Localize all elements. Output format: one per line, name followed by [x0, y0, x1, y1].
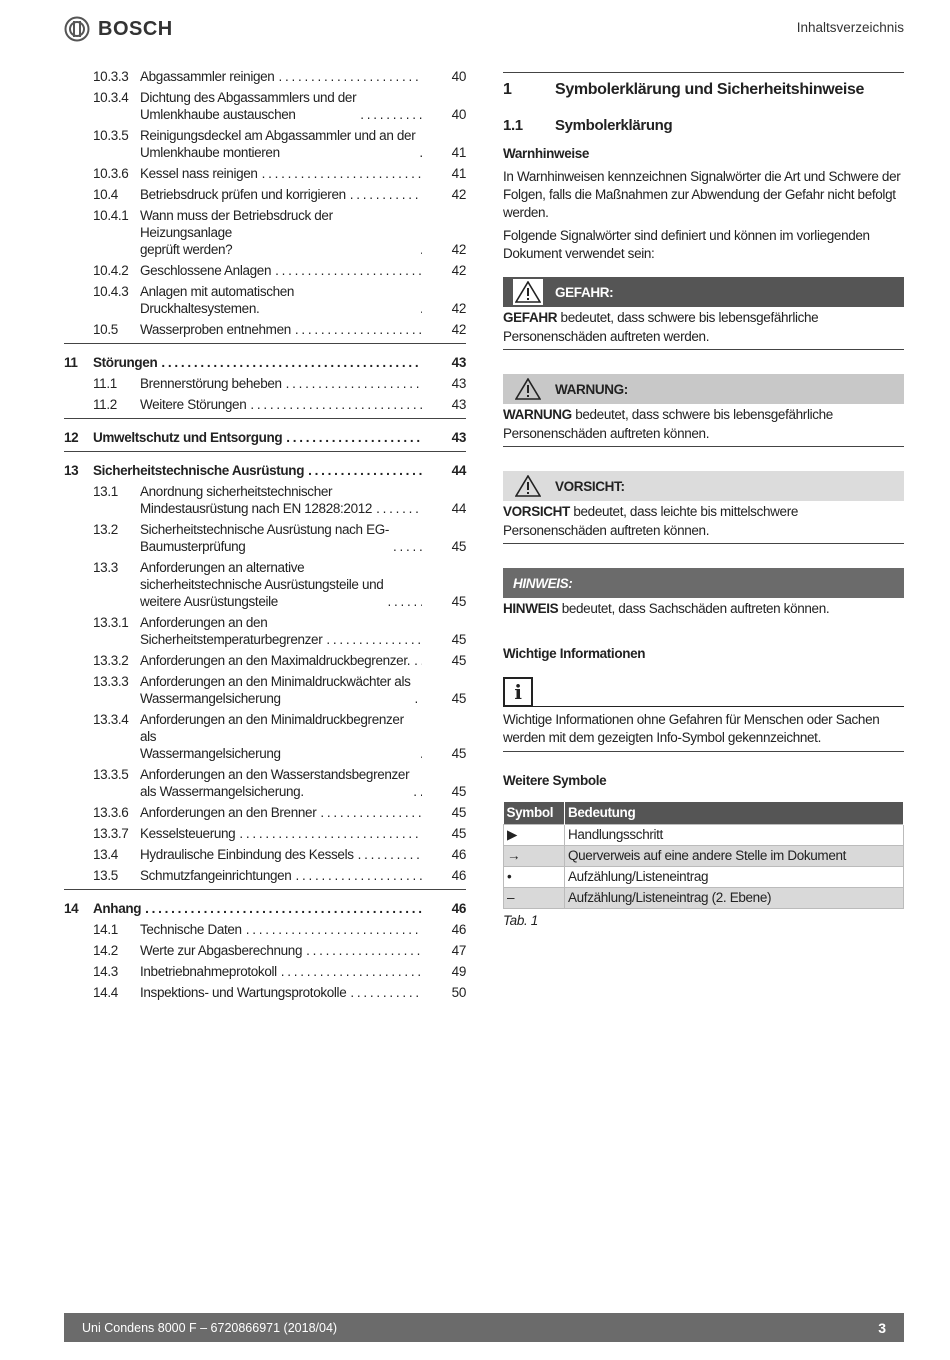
toc-page: 45 [451, 594, 466, 609]
toc-title-line: Werte zur Abgasberechnung [140, 943, 303, 958]
toc-page: 46 [451, 847, 466, 862]
toc-title: Umweltschutz und Entsorgung [93, 430, 283, 445]
toc-entry[interactable] [64, 87, 466, 125]
toc-number: 13.3.3 [93, 674, 129, 689]
toc-title-line: als Wassermangelsicherung. [140, 784, 304, 799]
symbol-cell: ▶ [504, 824, 565, 845]
toc-page: 42 [451, 322, 466, 337]
toc-page: 46 [451, 868, 466, 883]
toc-page: 43 [451, 397, 466, 412]
toc-number: 10.4.3 [93, 284, 129, 299]
toc-title-line: Dichtung des Abgassammlers und der [140, 90, 357, 105]
toc-entry[interactable] [64, 260, 466, 281]
toc-entry[interactable] [64, 709, 466, 764]
toc-title: Anhang [93, 901, 142, 916]
toc-entry[interactable] [64, 802, 466, 823]
toc-page: 40 [451, 69, 466, 84]
symbol-cell: • [504, 866, 565, 887]
toc-number: 10.3.6 [93, 166, 129, 181]
toc-page: 41 [451, 166, 466, 181]
toc-page: 43 [451, 355, 466, 370]
info-heading: Wichtige Informationen [503, 646, 646, 661]
toc-title-line: Kessel nass reinigen [140, 166, 258, 181]
toc-entry[interactable] [64, 163, 466, 184]
toc-title-line: geprüft werden? [140, 242, 233, 257]
toc-title-line: Schmutzfangeinrichtungen [140, 868, 292, 883]
section-heading [503, 117, 904, 137]
toc-page: 46 [451, 922, 466, 937]
toc-title-line: Inspektions- und Wartungsprotokolle [140, 985, 347, 1000]
page-header [64, 14, 904, 44]
meaning-cell: Aufzählung/Listeneintrag [565, 866, 904, 887]
toc-page: 45 [451, 691, 466, 706]
toc-title-line: Abgassammler reinigen [140, 69, 275, 84]
chapter-title: Symbolerklärung und Sicherheitshinweise [555, 81, 865, 98]
toc-entry[interactable] [64, 281, 466, 319]
info-text: Wichtige Informationen ohne Gefahren für Menschen oder Sachen werden mit dem gezeigten Info-Symbol gekennzeichnet. [503, 707, 904, 752]
toc-page: 42 [451, 301, 466, 316]
toc-title-line: Wann muss der Betriebsdruck der Heizungsanlage [140, 208, 333, 240]
toc-number: 14.1 [93, 922, 118, 937]
toc-number: 13.3.7 [93, 826, 129, 841]
toc-number: 11.2 [93, 397, 117, 412]
meaning-cell: Handlungsschritt [565, 824, 904, 845]
toc-page: 42 [451, 242, 466, 257]
toc-title-line: Mindestausrüstung nach EN 12828:2012 [140, 501, 373, 516]
toc-title: Störungen [93, 355, 158, 370]
toc-entry[interactable] [64, 671, 466, 709]
caution-text: VORSICHT bedeutet, dass leichte bis mittelschwere Personenschäden auftreten können. [503, 501, 904, 544]
toc-title-line: Inbetriebnahmeprotokoll [140, 964, 277, 979]
toc-entry[interactable] [64, 66, 466, 87]
toc-number: 13.4 [93, 847, 118, 862]
section-title: Inhaltsverzeichnis [796, 20, 904, 35]
toc-page: 45 [451, 826, 466, 841]
toc-title-line: Umlenkhaube montieren [140, 145, 280, 160]
toc-chapter[interactable] [64, 348, 466, 373]
toc-chapter[interactable] [64, 894, 466, 919]
toc-number: 14.3 [93, 964, 118, 979]
toc-entry[interactable] [64, 823, 466, 844]
toc-number: 14.2 [93, 943, 118, 958]
toc-title: Sicherheitstechnische Ausrüstung [93, 463, 305, 478]
toc-entry[interactable] [64, 519, 466, 557]
toc-number: 13.5 [93, 868, 118, 883]
toc-page: 42 [451, 187, 466, 202]
page-footer [64, 1313, 904, 1342]
toc-title-line: sicherheitstechnische Ausrüstungsteile und [140, 577, 384, 592]
toc-page: 45 [451, 784, 466, 799]
toc-chapter[interactable] [64, 456, 466, 481]
toc-title-line: Reinigungsdeckel am Abgassammler und an der [140, 128, 416, 143]
toc-number: 13.3.4 [93, 712, 129, 727]
toc-title-line: Kesselsteuerung [140, 826, 236, 841]
toc-title-line: Sicherheitstechnische Ausrüstung nach EG- [140, 522, 390, 537]
warning-triangle-icon [513, 473, 543, 499]
toc-entry[interactable] [64, 612, 466, 650]
toc-number: 10.5 [93, 322, 118, 337]
chapter-number: 1 [503, 81, 512, 98]
toc-entry[interactable] [64, 764, 466, 802]
toc-page: 45 [451, 746, 466, 761]
danger-label: GEFAHR: [555, 284, 614, 300]
toc-entry[interactable] [64, 919, 466, 940]
meaning-cell: Querverweis auf eine andere Stelle im Dokument [565, 845, 904, 866]
caution-bar [503, 471, 904, 501]
hint-bar [503, 568, 904, 598]
meaning-cell: Aufzählung/Listeneintrag (2. Ebene) [565, 887, 904, 908]
toc-entry[interactable] [64, 865, 466, 886]
warning-bar [503, 374, 904, 404]
warnhinweise-heading: Warnhinweise [503, 146, 590, 161]
toc-entry[interactable] [64, 844, 466, 865]
toc-title-line: Sicherheitstemperaturbegrenzer [140, 632, 323, 647]
hint-box [503, 568, 904, 621]
table-of-contents [64, 66, 466, 1010]
toc-title-line: Anordnung sicherheitstechnischer [140, 484, 333, 499]
hint-label: HINWEIS: [513, 575, 573, 591]
toc-title-line: Anforderungen an alternative [140, 560, 305, 575]
toc-title-line: Technische Daten [140, 922, 242, 937]
warn-intro: In Warnhinweisen kennzeichnen Signalwörter die Art und Schwere der Folgen, falls die Maßnahmen zur Abwendung der Gefahr nicht befolgt werden. [503, 169, 901, 220]
toc-page: 45 [451, 653, 466, 668]
toc-title-line: Wassermangelsicherung [140, 691, 281, 706]
toc-page: 50 [451, 985, 466, 1000]
toc-number: 12 [64, 430, 79, 445]
toc-page: 44 [451, 501, 466, 516]
toc-page: 41 [451, 145, 466, 160]
toc-title-line: Anforderungen an den Brenner [140, 805, 317, 820]
toc-entry[interactable] [64, 319, 466, 340]
toc-title-line: Anlagen mit automatischen Druckhaltesystemen. [140, 284, 295, 316]
bosch-armature-icon [64, 16, 90, 42]
toc-title-line: Weitere Störungen [140, 397, 247, 412]
info-box [503, 677, 904, 752]
toc-chapter[interactable] [64, 423, 466, 448]
toc-number: 10.3.3 [93, 69, 129, 84]
toc-number: 13.1 [93, 484, 118, 499]
toc-entry[interactable] [64, 982, 466, 1003]
toc-title-line: Brennerstörung beheben [140, 376, 282, 391]
toc-page: 42 [451, 263, 466, 278]
toc-group [64, 66, 466, 344]
toc-group [64, 894, 466, 1006]
warning-triangle-icon [513, 376, 543, 402]
toc-number: 13.3.1 [93, 615, 129, 630]
toc-number: 10.4.2 [93, 263, 129, 278]
hint-text: HINWEIS bedeutet, dass Sachschäden auftreten können. [503, 601, 830, 616]
toc-page: 45 [451, 805, 466, 820]
toc-entry[interactable] [64, 481, 466, 519]
table-row [504, 845, 904, 866]
toc-number: 13.3.6 [93, 805, 129, 820]
symbols-heading: Weitere Symbole [503, 773, 607, 788]
toc-number: 14 [64, 901, 79, 916]
toc-entry[interactable] [64, 184, 466, 205]
danger-bar [503, 277, 904, 307]
toc-title-line: Hydraulische Einbindung des Kessels [140, 847, 354, 862]
toc-title-line: Baumusterprüfung [140, 539, 246, 554]
toc-entry[interactable] [64, 961, 466, 982]
toc-title-line: Geschlossene Anlagen [140, 263, 272, 278]
symbol-cell: → [504, 845, 565, 866]
toc-page: 44 [451, 463, 466, 478]
caution-label: VORSICHT: [555, 478, 625, 494]
table-header-symbol: Symbol [504, 802, 565, 824]
toc-number: 13.3.2 [93, 653, 129, 668]
bosch-logo [64, 16, 173, 42]
toc-title-line: Wasserproben entnehmen [140, 322, 291, 337]
table-header-meaning: Bedeutung [565, 802, 904, 824]
toc-number: 11 [64, 355, 78, 370]
table-row [504, 824, 904, 845]
toc-entry[interactable] [64, 394, 466, 415]
toc-group [64, 348, 466, 419]
toc-number: 14.4 [93, 985, 118, 1000]
toc-entry[interactable] [64, 205, 466, 260]
toc-entry[interactable] [64, 125, 466, 163]
document-id: Uni Condens 8000 F – 6720866971 (2018/04) [82, 1320, 338, 1335]
toc-title-line: Anforderungen an den Maximaldruckbegrenzer. [140, 653, 411, 668]
toc-page: 43 [451, 430, 466, 445]
toc-number: 13.3 [93, 560, 118, 575]
toc-number: 10.4 [93, 187, 118, 202]
section-number: 1.1 [503, 117, 523, 134]
warning-box [503, 374, 904, 447]
caution-box [503, 471, 904, 544]
toc-entry[interactable] [64, 650, 466, 671]
toc-number: 10.4.1 [93, 208, 129, 223]
toc-title-line: Umlenkhaube austauschen [140, 107, 296, 122]
chapter-heading [503, 73, 904, 107]
toc-number: 11.1 [93, 376, 117, 391]
toc-page: 40 [451, 107, 466, 122]
table-caption: Tab. 1 [503, 912, 538, 928]
toc-title-line: Anforderungen an den [140, 615, 268, 630]
warning-label: WARNUNG: [555, 381, 628, 397]
toc-title-line: Wassermangelsicherung [140, 746, 281, 761]
toc-page: 49 [451, 964, 466, 979]
section-title-text: Symbolerklärung [555, 117, 673, 134]
warning-triangle-icon [513, 279, 543, 305]
toc-title-line: Anforderungen an den Wasserstandsbegrenzer [140, 767, 410, 782]
page-number: 3 [878, 1319, 886, 1336]
danger-text: GEFAHR bedeutet, dass schwere bis lebensgefährliche Personenschäden auftreten werden. [503, 307, 904, 350]
toc-entry[interactable] [64, 373, 466, 394]
toc-title-line: Betriebsdruck prüfen und korrigieren [140, 187, 346, 202]
toc-title-line: weitere Ausrüstungsteile [140, 594, 278, 609]
table-row [504, 887, 904, 908]
toc-entry[interactable] [64, 557, 466, 612]
danger-box [503, 277, 904, 350]
toc-number: 13.3.5 [93, 767, 129, 782]
brand-name: BOSCH [98, 17, 173, 40]
toc-entry[interactable] [64, 940, 466, 961]
warning-text: WARNUNG bedeutet, dass schwere bis lebensgefährliche Personenschäden auftreten können. [503, 404, 904, 447]
toc-number: 10.3.5 [93, 128, 129, 143]
content-column [503, 72, 904, 928]
toc-title-line: Anforderungen an den Minimaldruckwächter als [140, 674, 411, 689]
table-row [504, 866, 904, 887]
warn-intro-2: Folgende Signalwörter sind definiert und können im vorliegenden Dokument verwendet sein: [503, 228, 870, 261]
toc-page: 46 [451, 901, 466, 916]
toc-page: 45 [451, 539, 466, 554]
toc-page: 47 [451, 943, 466, 958]
toc-group [64, 423, 466, 452]
toc-number: 10.3.4 [93, 90, 129, 105]
toc-page: 45 [451, 632, 466, 647]
toc-number: 13.2 [93, 522, 118, 537]
toc-page: 43 [451, 376, 466, 391]
info-icon: i [503, 677, 533, 707]
symbols-table [503, 802, 904, 909]
toc-number: 13 [64, 463, 79, 478]
toc-group [64, 456, 466, 890]
symbol-cell: – [504, 887, 565, 908]
toc-title-line: Anforderungen an den Minimaldruckbegrenzer als [140, 712, 404, 744]
